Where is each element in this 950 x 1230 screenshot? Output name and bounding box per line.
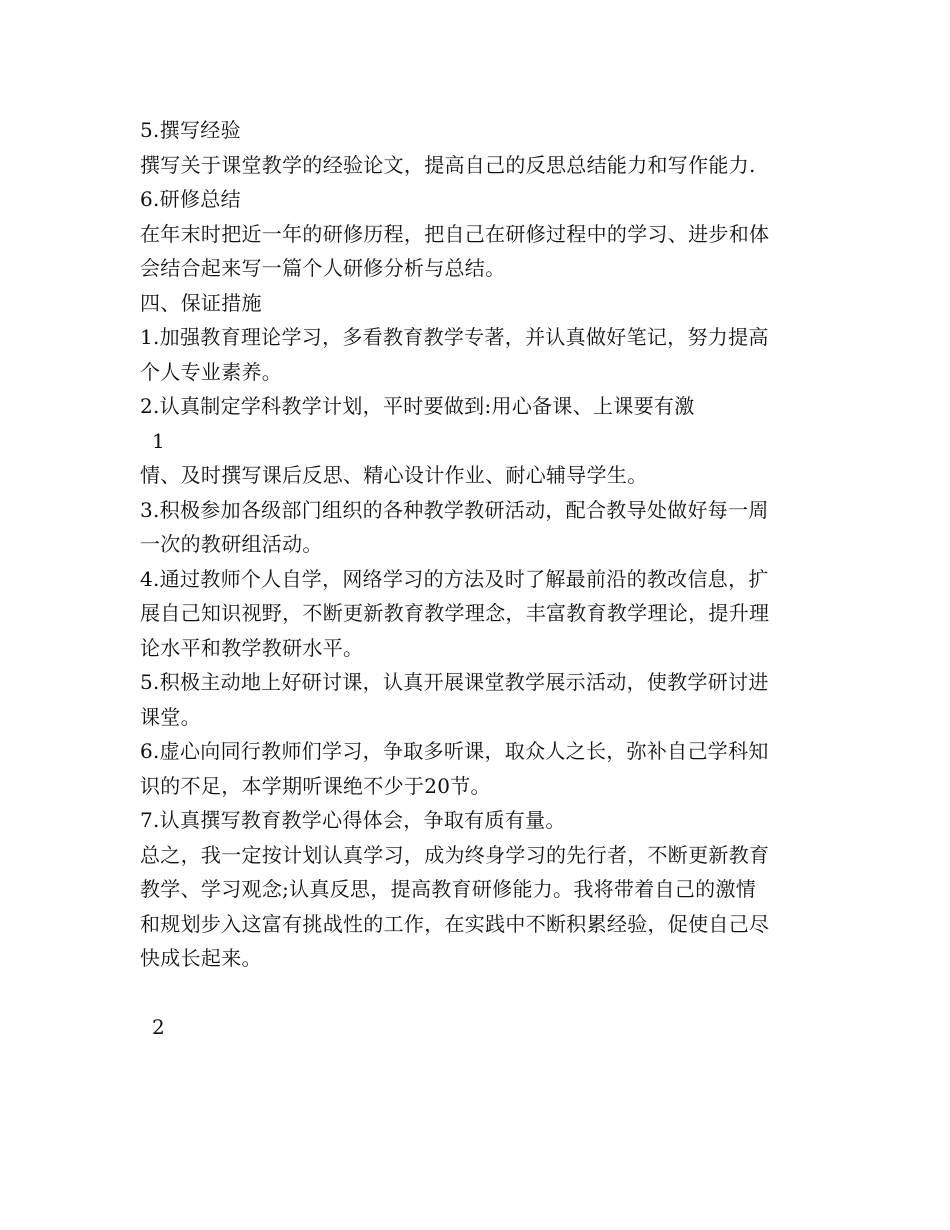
list-item-line: 5.积极主动地上好研讨课，认真开展课堂教学展示活动，使教学研讨进 xyxy=(140,670,769,694)
list-item-line: 7.认真撰写教育教学心得体会，争取有质有量。 xyxy=(140,808,566,832)
list-item-line: 3.积极参加各级部门组织的各种教学教研活动，配合教导处做好每一周 xyxy=(140,497,769,522)
list-item-line: 个人专业素养。 xyxy=(140,359,283,384)
list-item-line: 识的不足，本学期听课绝不少于20节。 xyxy=(140,773,491,798)
conclusion-line: 快成长起来。 xyxy=(140,946,262,970)
list-item-line: 6.虚心向同行教师们学习，争取多听课，取众人之长，弥补自己学科知 xyxy=(140,739,769,763)
heading-5-writing-experience: 5.撰写经验 xyxy=(140,118,241,142)
paragraph-line: 在年末时把近一年的研修历程，把自己在研修过程中的学习、进步和体 xyxy=(140,221,770,246)
list-item-line: 情、及时撰写课后反思、精心设计作业、耐心辅导学生。 xyxy=(140,463,648,487)
conclusion-line: 教学、学习观念;认真反思，提高教育研修能力。我将带着自己的激情 xyxy=(140,877,757,901)
section-heading-guarantee-measures: 四、保证措施 xyxy=(140,290,262,315)
list-item-line: 论水平和教学教研水平。 xyxy=(140,635,364,660)
list-item-line: 展自己知识视野，不断更新教育教学理念，丰富教育教学理论，提升理 xyxy=(140,601,770,625)
document-body xyxy=(140,113,820,1045)
page-number: 2 xyxy=(152,1015,166,1039)
conclusion-line: 总之，我一定按计划认真学习，成为终身学习的先行者，不断更新教育 xyxy=(140,842,770,867)
paragraph-line: 撰写关于课堂教学的经验论文，提高自己的反思总结能力和写作能力. xyxy=(140,152,756,177)
list-item-line: 课堂。 xyxy=(140,704,201,729)
heading-6-study-summary: 6.研修总结 xyxy=(140,187,241,211)
blank-line xyxy=(140,976,820,1011)
list-item-line: 2.认真制定学科教学计划，平时要做到:用心备课、上课要有激 xyxy=(140,394,695,418)
conclusion-line: 和规划步入这富有挑战性的工作，在实践中不断积累经验，促使自己尽 xyxy=(140,911,770,936)
page-number: 1 xyxy=(152,428,166,453)
list-item-line: 1.加强教育理论学习，多看教育教学专著，并认真做好笔记，努力提高 xyxy=(140,325,769,349)
paragraph-line: 会结合起来写一篇个人研修分析与总结。 xyxy=(140,256,506,280)
list-item-line: 一次的教研组活动。 xyxy=(140,532,323,556)
list-item-line: 4.通过教师个人自学，网络学习的方法及时了解最前沿的教改信息，扩 xyxy=(140,566,769,591)
